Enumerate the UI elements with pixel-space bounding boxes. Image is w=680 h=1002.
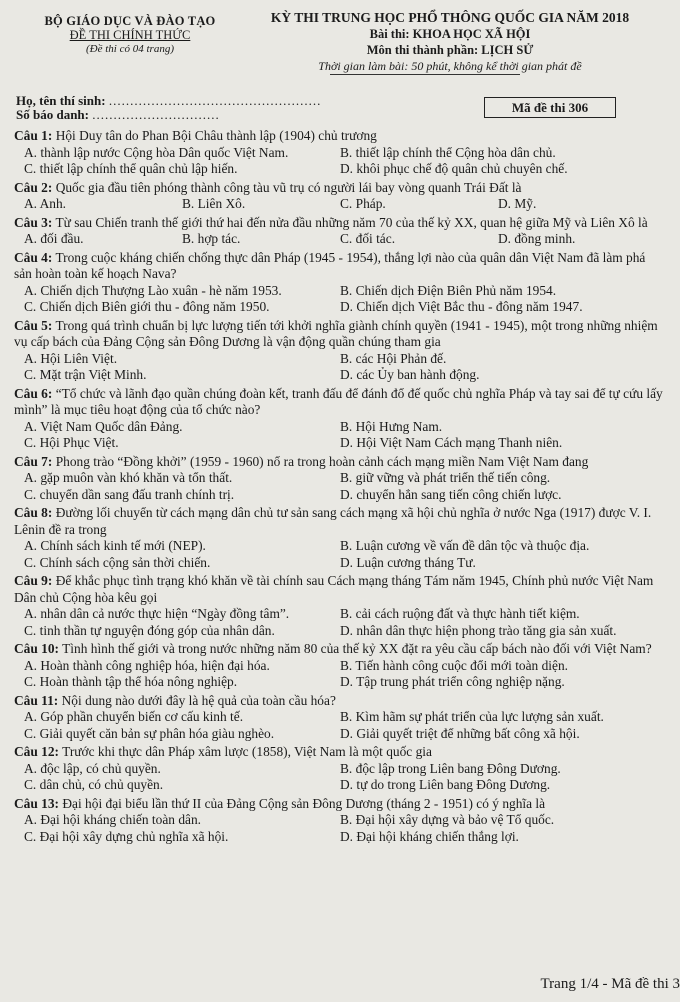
answer-option: B. các Hội Phản đế. <box>340 350 447 366</box>
subject-name: Môn thi thành phần: LỊCH SỬ <box>366 43 534 57</box>
answer-option: D. Giải quyết triệt để những bất công xã hội. <box>340 725 580 741</box>
question-stem <box>14 796 664 813</box>
answer-option: A. Hội Liên Việt. <box>24 350 118 366</box>
question <box>14 128 664 178</box>
question-number: Câu 12: <box>14 744 60 759</box>
ministry-name: BỘ GIÁO DỤC VÀ ĐÀO TẠO <box>44 14 216 28</box>
question-list <box>14 128 664 847</box>
question-stem <box>14 641 664 658</box>
question-text: Đường lối chuyển từ cách mạng dân chủ tư sản sang cách mạng xã hội chủ nghĩa ở nước Nga (1917) được V. I. Lênin đề ra trong <box>14 505 652 537</box>
candidate-id-label: Số báo danh: <box>16 107 89 122</box>
page-footer: Trang 1/4 - Mã đề thi 3 <box>540 976 680 992</box>
question-text: “Tổ chức và lãnh đạo quần chúng đoàn kết, tranh đấu để đánh đổ đế quốc chủ nghĩa Pháp và tay sai để tự cứu lấy mình” là mục tiêu hoạt động của tổ chức nào? <box>14 385 663 417</box>
question-number: Câu 10: <box>14 641 60 656</box>
answer-option: B. thiết lập chính thể Cộng hòa dân chủ. <box>340 144 556 160</box>
answer-options <box>14 538 664 571</box>
question-stem <box>14 128 664 145</box>
answer-option: A. Góp phần chuyển biến cơ cấu kinh tế. <box>24 709 244 724</box>
header-right <box>240 10 660 74</box>
answer-option: B. Liên Xô. <box>182 196 246 211</box>
answer-options <box>14 606 664 639</box>
question <box>14 215 664 248</box>
exam-code: Mã đề thi 306 <box>484 97 616 118</box>
question-text: Phong trào “Đồng khởi” (1959 - 1960) nổ ra trong hoàn cảnh cách mạng miền Nam Việt Nam đang <box>55 453 589 469</box>
page-count: (Đề thi có 04 trang) <box>86 43 174 55</box>
question-text: Quốc gia đầu tiên phóng thành công tàu vũ trụ có người lái bay vòng quanh Trái Đất là <box>55 179 522 195</box>
question <box>14 796 664 846</box>
header-rule <box>330 74 520 75</box>
answer-options <box>14 231 664 248</box>
test-name: Bài thi: KHOA HỌC XÃ HỘI <box>369 27 531 41</box>
answer-option: A. Đại hội kháng chiến toàn dân. <box>24 812 202 827</box>
candidate-info <box>16 94 321 122</box>
question-stem <box>14 386 664 419</box>
answer-option: D. khôi phục chế độ quân chủ chuyên chế. <box>340 161 568 176</box>
question-stem <box>14 744 664 761</box>
answer-option: C. tinh thần tự nguyện đóng góp của nhân dân. <box>24 622 275 638</box>
question-number: Câu 5: <box>14 317 53 333</box>
answer-options <box>14 470 664 503</box>
answer-options <box>14 709 664 742</box>
answer-options <box>14 145 664 178</box>
answer-option: B. độc lập trong Liên bang Đông Dương. <box>340 760 561 776</box>
answer-option: C. Hội Phục Việt. <box>24 435 119 450</box>
answer-option: D. nhân dân thực hiện phong trào tăng gia sản xuất. <box>340 622 617 638</box>
answer-option: B. hợp tác. <box>182 231 241 246</box>
answer-options <box>14 351 664 384</box>
answer-option: D. Chiến dịch Việt Bắc thu - đông năm 1947. <box>340 299 583 314</box>
question-stem <box>14 250 664 283</box>
answer-option: B. Chiến dịch Điện Biên Phủ năm 1954. <box>340 282 557 298</box>
question-stem <box>14 318 664 351</box>
answer-option: B. Kìm hãm sự phát triển của lực lượng sản xuất. <box>340 709 604 724</box>
answer-option: D. các Ủy ban hành động. <box>340 367 480 382</box>
answer-option: A. thành lập nước Cộng hòa Dân quốc Việt Nam. <box>24 144 289 160</box>
question-text: Để khắc phục tình trạng khó khăn về tài chính sau Cách mạng tháng Tám năm 1945, Chính phủ nước Việt Nam Dân chủ Cộng hòa kêu gọi <box>14 573 654 605</box>
answer-option: B. giữ vững và phát triển thế tiến công. <box>340 470 551 485</box>
answer-option: D. Đại hội kháng chiến thắng lợi. <box>340 828 519 844</box>
question-text: Nội dung nào dưới đây là hệ quả của toàn cầu hóa? <box>61 692 336 708</box>
question-number: Câu 11: <box>14 692 59 708</box>
answer-option: C. Hoàn thành tập thể hóa nông nghiệp. <box>24 674 238 689</box>
question-text: Trước khi thực dân Pháp xâm lược (1858), Việt Nam là một quốc gia <box>62 744 432 759</box>
question <box>14 180 664 213</box>
answer-option: A. Chính sách kinh tế mới (NEP). <box>24 538 206 553</box>
answer-option: C. Chính sách cộng sản thời chiến. <box>24 554 211 570</box>
answer-option: D. Tập trung phát triển công nghiệp nặng. <box>340 674 565 689</box>
header-left <box>30 14 230 55</box>
answer-option: A. đối đầu. <box>24 231 84 246</box>
question-stem <box>14 215 664 232</box>
question <box>14 641 664 691</box>
question-text: Trong cuộc kháng chiến chống thực dân Pháp (1945 - 1954), thắng lợi nào của quân dân Việt Nam đã làm phá sản hoàn toàn kế hoạch Nava? <box>14 249 646 281</box>
answer-option: B. Hội Hưng Nam. <box>340 418 443 434</box>
official-label: ĐỀ THI CHÍNH THỨC <box>69 28 191 42</box>
answer-options <box>14 658 664 691</box>
answer-option: D. Luận cương tháng Tư. <box>340 554 476 570</box>
candidate-name-row <box>16 94 321 108</box>
question <box>14 318 664 384</box>
answer-option: C. thiết lập chính thể quân chủ lập hiến. <box>24 161 238 176</box>
answer-option: C. Mặt trận Việt Minh. <box>24 367 147 382</box>
answer-option: D. Hội Việt Nam Cách mạng Thanh niên. <box>340 435 563 450</box>
candidate-id-row <box>16 108 321 122</box>
question-number: Câu 2: <box>14 179 53 195</box>
candidate-id-dots: .............................. <box>92 107 220 122</box>
answer-option: B. cải cách ruộng đất và thực hành tiết kiệm. <box>340 606 580 621</box>
exam-title: KỲ THI TRUNG HỌC PHỔ THÔNG QUỐC GIA NĂM 2018 <box>270 10 630 25</box>
question <box>14 744 664 794</box>
answer-options <box>14 419 664 452</box>
answer-option: C. chuyển dần sang đấu tranh chính trị. <box>24 486 235 502</box>
answer-option: A. Chiến dịch Thượng Lào xuân - hè năm 1953. <box>24 282 282 298</box>
question-number: Câu 7: <box>14 453 53 469</box>
answer-option: A. Anh. <box>24 196 67 211</box>
answer-option: A. nhân dân cả nước thực hiện “Ngày đồng tâm”. <box>24 606 290 621</box>
candidate-name-label: Họ, tên thí sinh: <box>16 93 106 108</box>
answer-option: A. Hoàn thành công nghiệp hóa, hiện đại hóa. <box>24 657 270 673</box>
answer-option: A. độc lập, có chủ quyền. <box>24 760 161 776</box>
answer-option: A. gặp muôn vàn khó khăn và tổn thất. <box>24 470 233 485</box>
question-text: Đại hội đại biểu lần thứ II của Đảng Cộng sản Đông Dương (tháng 2 - 1951) có ý nghĩa là <box>62 795 546 811</box>
answer-options <box>14 812 664 845</box>
answer-option: C. Đại hội xây dựng chủ nghĩa xã hội. <box>24 828 229 844</box>
question-stem <box>14 180 664 197</box>
candidate-name-dots: .................................................. <box>108 93 322 108</box>
question-number: Câu 6: <box>14 385 53 401</box>
answer-option: B. Luận cương về vấn đề dân tộc và thuộc địa. <box>340 538 590 553</box>
answer-option: D. Mỹ. <box>498 196 537 211</box>
question <box>14 505 664 571</box>
question-text: Trong quá trình chuẩn bị lực lượng tiến tới khởi nghĩa giành chính quyền (1941 - 1945), một trong những nhiệm vụ cấp bách của Đảng Cộng sản Đông Dương là vận động quần chúng tham gia <box>14 317 658 349</box>
question-text: Hội Duy tân do Phan Bội Châu thành lập (1904) chủ trương <box>55 128 377 143</box>
answer-option: A. Việt Nam Quốc dân Đảng. <box>24 418 183 434</box>
time-note: Thời gian làm bài: 50 phút, không kể thời gian phát đề <box>318 59 582 73</box>
answer-options <box>14 761 664 794</box>
question <box>14 693 664 743</box>
question-stem <box>14 505 664 538</box>
answer-option: C. đối tác. <box>340 231 396 246</box>
question-number: Câu 3: <box>14 214 53 230</box>
answer-option: C. dân chủ, có chủ quyền. <box>24 777 164 792</box>
question-text: Từ sau Chiến tranh thế giới thứ hai đến nửa đầu những năm 70 của thế kỷ XX, quan hệ giữa Mỹ và Liên Xô là <box>55 214 648 230</box>
question-number: Câu 1: <box>14 128 53 143</box>
question-stem <box>14 693 664 710</box>
question <box>14 454 664 504</box>
question-number: Câu 4: <box>14 249 53 265</box>
question-text: Tình hình thế giới và trong nước những năm 80 của thế kỷ XX đặt ra yêu cầu cấp bách nào đối với Việt Nam? <box>62 641 652 656</box>
answer-option: D. tự do trong Liên bang Đông Dương. <box>340 777 551 792</box>
question-number: Câu 13: <box>14 795 60 811</box>
question <box>14 386 664 452</box>
answer-option: D. đồng minh. <box>498 231 576 246</box>
question-number: Câu 9: <box>14 573 53 588</box>
answer-option: C. Chiến dịch Biên giới thu - đông năm 1950. <box>24 299 270 314</box>
answer-option: B. Đại hội xây dựng và bảo vệ Tổ quốc. <box>340 812 555 827</box>
answer-option: C. Pháp. <box>340 196 386 211</box>
question-stem <box>14 573 664 606</box>
answer-options <box>14 196 664 213</box>
question-number: Câu 8: <box>14 505 53 520</box>
question <box>14 573 664 639</box>
question <box>14 250 664 316</box>
answer-option: D. chuyển hẳn sang tiến công chiến lược. <box>340 486 562 502</box>
answer-option: B. Tiến hành công cuộc đổi mới toàn diện. <box>340 657 569 673</box>
question-stem <box>14 454 664 471</box>
answer-option: C. Giải quyết căn bản sự phân hóa giàu nghèo. <box>24 725 275 741</box>
answer-options <box>14 283 664 316</box>
